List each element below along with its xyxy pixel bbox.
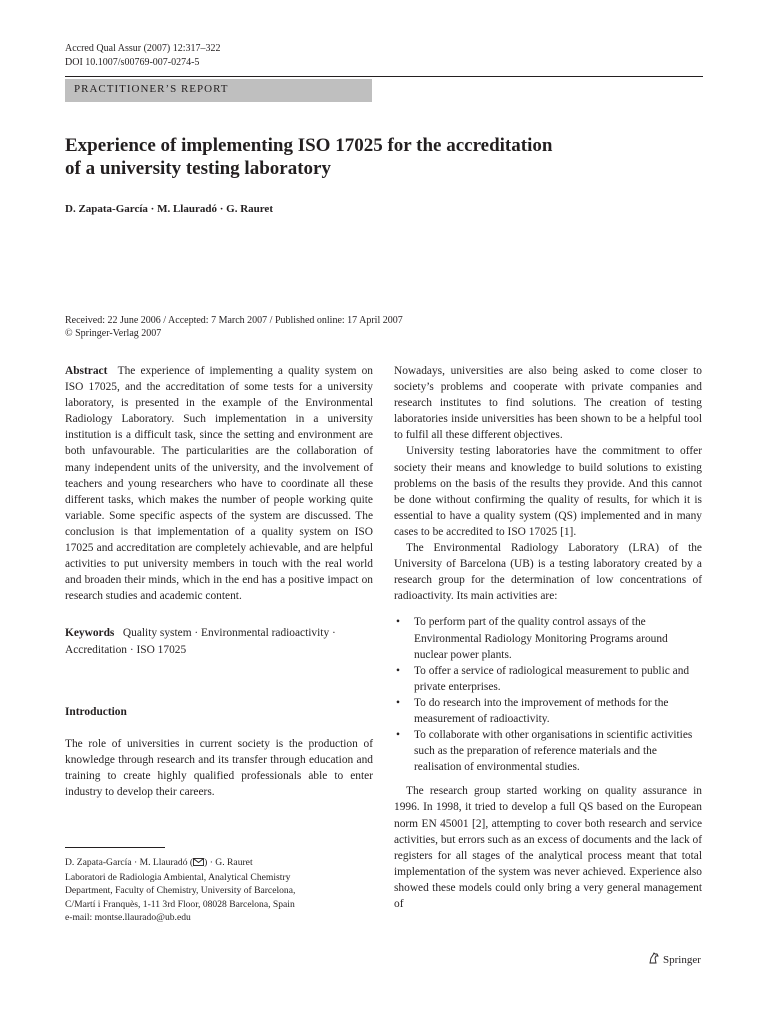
springer-horse-icon bbox=[648, 952, 660, 967]
publication-dates: Received: 22 June 2006 / Accepted: 7 March 2007 / Published online: 17 April 2007 bbox=[65, 315, 403, 326]
right-paragraph-2 bbox=[394, 443, 702, 540]
title-line-1: Experience of implementing ISO 17025 for the accreditation bbox=[65, 135, 553, 156]
authors: D. Zapata-García · M. Llauradó · G. Rauret bbox=[65, 203, 273, 215]
citation-link-2[interactable]: [2] bbox=[472, 817, 486, 830]
right-paragraph-4 bbox=[394, 783, 702, 912]
right-paragraph-2-end: . bbox=[573, 525, 577, 538]
list-item: • To do research into the improvement of methods for the measurement of radioactivity. bbox=[394, 695, 702, 727]
affiliation-authors-end: ) · G. Rauret bbox=[204, 857, 253, 868]
keywords-text: Quality system · Environmental radioactivity · Accreditation · ISO 17025 bbox=[65, 627, 336, 656]
affiliation-line: Laboratori de Radiologia Ambiental, Analytical Chemistry bbox=[65, 871, 291, 883]
copyright: © Springer-Verlag 2007 bbox=[65, 328, 162, 339]
abstract bbox=[65, 363, 373, 604]
list-item: • To collaborate with other organisations in scientific activities such as the preparation of reference materials and the realisation of environmental studies. bbox=[394, 727, 702, 775]
affiliation-line: Department, Faculty of Chemistry, University of Barcelona, bbox=[65, 885, 296, 897]
envelope-icon[interactable] bbox=[193, 857, 204, 871]
activities-list bbox=[394, 614, 702, 775]
list-item: • To perform part of the quality control assays of the Environmental Radiology Monitoring Programs around nuclear power plants. bbox=[394, 614, 702, 662]
affiliation-authors-text: D. Zapata-García · M. Llauradó ( bbox=[65, 857, 194, 868]
right-paragraph-4-text: The research group started working on quality assurance in 1996. In 1998, it tried to develop a full QS based on the European norm EN 45001 bbox=[394, 785, 702, 830]
section-label: PRACTITIONER’S REPORT bbox=[65, 79, 372, 102]
right-paragraph-4-end: , attempting to cover both research and service activities, but errors such as an excess of documents and the lack of registers for all stages of the analytical process meant that total implementation of the system was never achieved. Experience also showed these models could only bring a very general management of bbox=[394, 817, 703, 910]
footnote-rule bbox=[65, 847, 165, 848]
affiliation-authors bbox=[65, 856, 365, 871]
affiliation-line: C/Martí i Franquès, 1-11 3rd Floor, 08028 Barcelona, Spain bbox=[65, 898, 295, 910]
left-column bbox=[65, 363, 373, 800]
abstract-text: The experience of implementing a quality system on ISO 17025, and the accreditation of some tests for a university laboratory, is presented in the example of the Environmental Radiology Laboratory. Such implementation in a university institution is a difficult task, since the setting and environment are both unfavourable. The particularities are the collaboration of many independent units of the university, and the involvement of teachers and young researchers who have to coordinate all these different tasks, which makes the number of people working quite variable. Some specific aspects of the system are discussed. The conclusion is that implementation of a quality system on ISO 17025 and accreditation are completely achievable, and are helpful activities to put university members in touch with the real world and broaden their minds, which in the end has a positive impact on research studies and academic content. bbox=[65, 365, 373, 603]
right-column bbox=[394, 363, 702, 912]
publisher-footer bbox=[648, 952, 701, 967]
right-paragraph-3: The Environmental Radiology Laboratory (LRA) of the University of Barcelona (UB) is a testing laboratory created by a research group for the determination of low concentrations of radioactivity. Its main activities are: bbox=[394, 542, 702, 603]
introduction-paragraph: The role of universities in current society is the production of knowledge through research and its transfer through education and training to create highly qualified professionals able to enter industry to develop their careers. bbox=[65, 737, 373, 798]
keywords bbox=[65, 625, 373, 657]
author-affiliation bbox=[65, 856, 365, 925]
article-title bbox=[65, 134, 685, 180]
right-paragraph-1: Nowadays, universities are also being asked to come closer to society’s problems and cooperate with private companies and research institutes to find solutions. The creation of testing laboratories inside universities has been shown to be a helpful tool to fulfil all these different objectives. bbox=[394, 365, 702, 442]
journal-reference: Accred Qual Assur (2007) 12:317–322 bbox=[65, 43, 221, 54]
abstract-label: Abstract bbox=[65, 365, 108, 377]
citation-link-1[interactable]: [1] bbox=[560, 525, 574, 538]
title-line-2: of a university testing laboratory bbox=[65, 158, 331, 179]
list-item: • To offer a service of radiological measurement to public and private enterprises. bbox=[394, 663, 702, 695]
publisher-name: Springer bbox=[663, 953, 701, 966]
affiliation-email[interactable]: e-mail: montse.llaurado@ub.edu bbox=[65, 912, 191, 924]
right-paragraph-2-text: University testing laboratories have the commitment to offer society their means and knowledge to build solutions to existing problems on the basis of the results they provide. And this cannot be done without confirming the quality of results, for which it is essential to have a quality system (QS) implemented and in many cases to be accredited to ISO 17025 bbox=[394, 445, 702, 538]
doi[interactable]: DOI 10.1007/s00769-007-0274-5 bbox=[65, 57, 200, 68]
keywords-label: Keywords bbox=[65, 627, 115, 640]
header-rule bbox=[65, 76, 703, 77]
introduction-heading: Introduction bbox=[65, 705, 127, 718]
